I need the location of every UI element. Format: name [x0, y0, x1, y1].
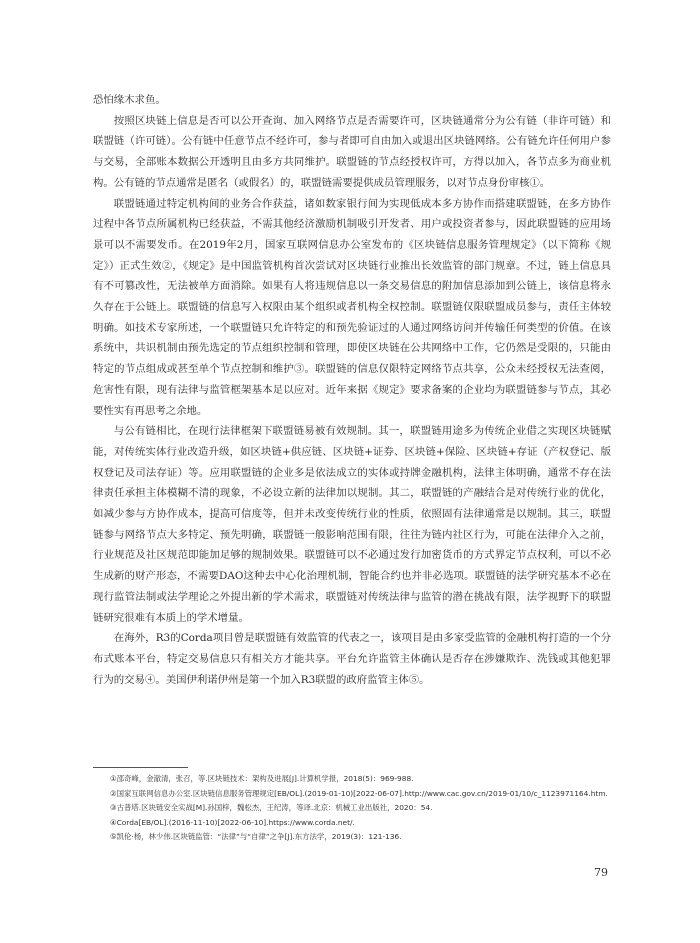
- paragraph-3: 联盟链通过特定机构间的业务合作获益，诸如数家银行间为实现低成本多方协作而搭建联盟链，在多方协作过程中各节点所属机构已经获益，不需其他经济激励机制吸引开发者、用户或投资者参与，因此联盟链的应用场景可以不需要发币。在2019年2月，国家互联网信息办公室发布的《区块链信息服务管理规定》（以下简称《规定》）正式生效②，《规定》是中国监管机构首次尝试对区块链行业推出长效监管的部门规章。不过，链上信息具有不可篡改性，无法被单方面消除。如果有人将违规信息以一条交易信息的附加信息添加到公链上，该信息将永久存在于公链上。联盟链的信息写入权限由某个组织或者机构全权控制。联盟链仅限联盟成员参与，责任主体较明确。如技术专家所述，一个联盟链只允许特定的和预先验证过的人通过网络访问并传输任何类型的价值。在该系统中，共识机制由预先选定的节点组织控制和管理，即使区块链在公共网络中工作，它仍然是受限的，只能由特定的节点组成或甚至单个节点控制和维护③。联盟链的信息仅限特定网络节点共享，公众未经授权无法查阅，危害性有限，现有法律与监管框架基本足以应对。近年来据《规定》要求备案的企业均为联盟链参与节点，其必要性实有再思考之余地。: [93, 197, 611, 417]
- footnote-2: ②国家互联网信息办公室.区块链信息服务管理规定[EB/OL].(2019-01-10)[2022-06-07].http://www.cac.gov.cn/2019-01/10/c_1123971164.htm.: [110, 788, 608, 798]
- footnotes: [93, 772, 611, 845]
- footnote-4: ④Corda[EB/OL].(2016-11-10)[2022-06-10].https://www.corda.net/.: [110, 817, 355, 827]
- footnote-divider: [93, 767, 188, 768]
- paragraph-5: 在海外，R3的Corda项目曾是联盟链有效监管的代表之一，该项目是由多家受监管的金融机构打造的一个分布式账本平台，特定交易信息只有相关方才能共享。平台允许监管主体确认是否存在涉嫌欺诈、洗钱或其他犯罪行为的交易④。美国伊利诺伊州是第一个加入R3联盟的政府监管主体⑤。: [93, 632, 611, 686]
- paragraph-2: 按照区块链上信息是否可以公开查询、加入网络节点是否需要许可，区块链通常分为公有链（非许可链）和联盟链（许可链）。公有链中任意节点不经许可，参与者即可自由加入或退出区块链网络。公有链允许任何用户参与交易，全部账本数据公开透明且由多方共同维护。联盟链的节点经授权许可，方得以加入，各节点多为商业机构。公有链的节点通常是匿名（或假名）的，联盟链需要提供成员管理服务，以对节点身份审核①。: [93, 114, 611, 189]
- footnote-1: ①邵奇峰，金澈清，张召，等.区块链技术：架构及进展[J].计算机学报，2018(5)：969-988.: [110, 774, 414, 783]
- footnote-3: ③古普塔.区块链安全实战[M].孙国梓，魏松杰，王纪涛，等译.北京：机械工业出版社，2020：54.: [110, 803, 433, 813]
- page-number: 79: [594, 866, 608, 879]
- paragraph-1: 恐怕缘木求鱼。: [93, 94, 166, 106]
- paragraph-4: 与公有链相比，在现行法律框架下联盟链易被有效规制。其一，联盟链用途多为传统企业借之实现区块链赋能，对传统实体行业改造升级，如区块链+供应链、区块链+证券、区块链+保险、区块链+存证（产权登记、版权登记及司法存证）等。应用联盟链的企业多是依法成立的实体或持牌金融机构，法律主体明确，通常不存在法律责任承担主体模糊不清的现象，不必设立新的法律加以规制。其二，联盟链的产融结合是对传统行业的优化，如减少参与方协作成本，提高可信度等，但并未改变传统行业的性质，依照固有法律通常是以规制。其三，联盟链参与网络节点大多特定、预先明确，联盟链一般影响范围有限，往往为链内社区行为，可能在法律介入之前，行业规范及社区规范即能加足够的规制效果。联盟链可以不必通过发行加密货币的方式界定节点权利，可以不必生成新的财产形态，不需要DAO这种去中心化治理机制，智能合约也并非必选项。联盟链的法学研究基本不必在现行监管法制或法学理论之外提出新的学术需求，联盟链对传统法律与监管的潜在挑战有限，法学视野下的联盟链研究很难有本质上的学术增量。: [93, 425, 611, 624]
- footnote-5: ⑤凯伦·杨，林少伟.区块链监管：“法律”与“自律”之争[J].东方法学，2019(3)：121-136.: [110, 832, 402, 842]
- body-text: [93, 90, 611, 690]
